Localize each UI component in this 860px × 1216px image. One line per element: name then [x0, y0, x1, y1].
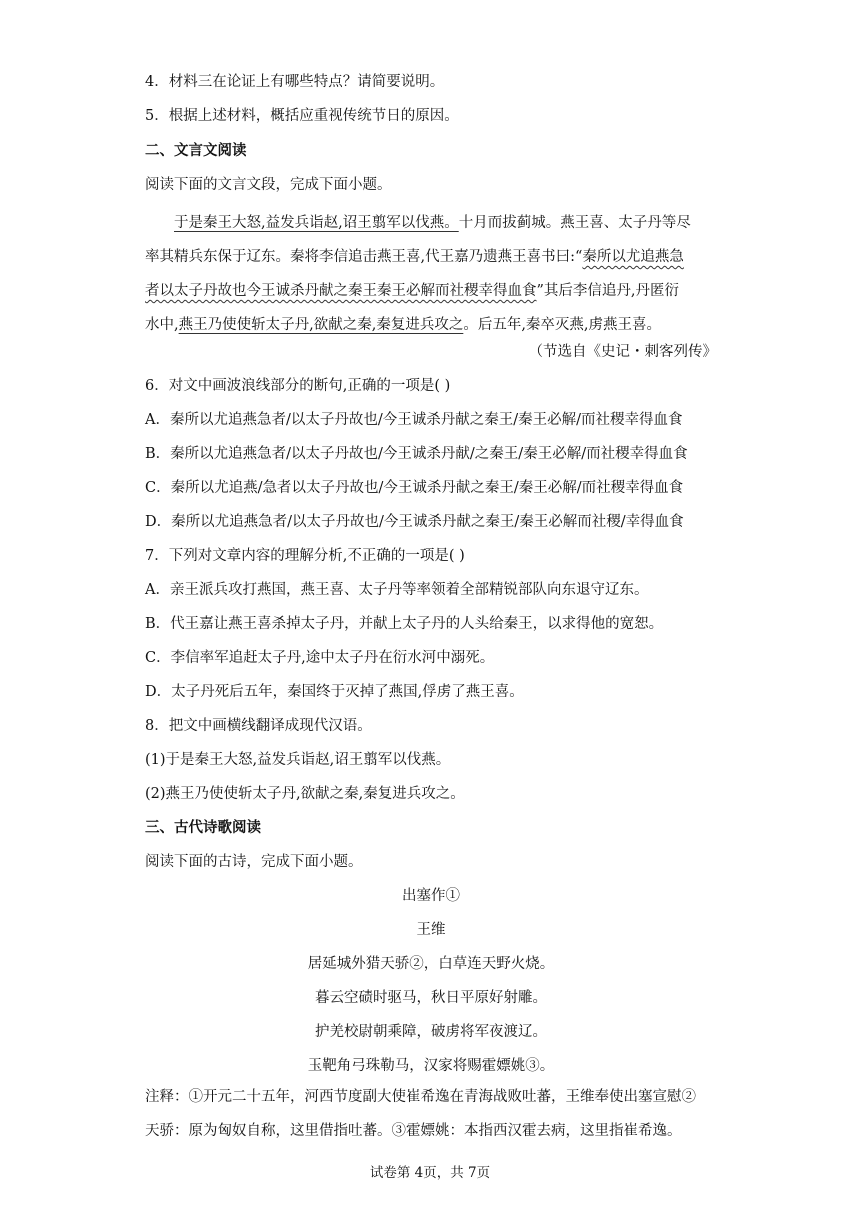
underlined-sentence-1: 于是秦王大怒,益发兵诣赵,诏王翦军以伐燕。 — [174, 215, 459, 231]
poem-author: 王维 — [416, 922, 446, 938]
poem-notes-line-2: 天骄：原为匈奴自称，这里借指吐蕃。③霍嫖姚：本指西汉霍去病，这里指崔希逸。 — [145, 1123, 682, 1139]
section-2-heading: 二、文言文阅读 — [145, 143, 247, 159]
classical-passage — [145, 206, 717, 342]
question-8-sentence-1: (1)于是秦王大怒,益发兵诣赵,诏王翦军以伐燕。 — [145, 752, 451, 768]
section-3-intro: 阅读下面的古诗，完成下面小题。 — [145, 854, 363, 870]
question-6-option-a: A．秦所以尤追燕急者/以太子丹故也/今王诚杀丹献之秦王/秦王必解/而社稷幸得血食 — [145, 412, 683, 428]
question-5: 5．根据上述材料，概括应重视传统节日的原因。 — [145, 108, 459, 124]
section-2-intro: 阅读下面的文言文段，完成下面小题。 — [145, 177, 392, 193]
poem-line: 护羌校尉朝乘障，破虏将军夜渡辽。 — [315, 1024, 547, 1040]
question-6-option-d: D．秦所以尤追燕急者/以太子丹故也/今王诚杀丹献之秦王/秦王必解而社稷/幸得血食 — [145, 514, 684, 530]
poem-line: 玉靶角弓珠勒马，汉家将赐霍嫖姚③。 — [307, 1058, 555, 1074]
question-7-option-c: C．李信率军追赶太子丹,途中太子丹在衍水河中溺死。 — [145, 650, 495, 666]
underlined-sentence-2: 燕王乃使使斩太子丹,欲献之秦,秦复进兵攻之 — [178, 317, 464, 333]
question-8-sentence-2: (2)燕王乃使使斩太子丹,欲献之秦,秦复进兵攻之。 — [145, 786, 465, 802]
question-6-option-b: B．秦所以尤追燕急者/以太子丹故也/今王诚杀丹献/之秦王/秦王必解/而社稷幸得血食 — [145, 446, 688, 462]
passage-text: 十月而拔蓟城。燕王喜、太子丹等尽 — [458, 215, 691, 231]
poem-notes-line-1: 注释：①开元二十五年，河西节度副大使崔希逸在青海战败吐蕃，王维奉使出塞宣慰② — [145, 1089, 696, 1105]
passage-source: （节选自《史记・刺客列传》 — [528, 344, 717, 360]
page-footer: 试卷第 4页，共 7页 — [369, 1165, 491, 1181]
question-7-option-d: D．太子丹死后五年，秦国终于灭掉了燕国,俘虏了燕王喜。 — [145, 684, 524, 700]
question-7-option-a: A．亲王派兵攻打燕国，燕王喜、太子丹等率领着全部精锐部队向东退守辽东。 — [145, 582, 649, 598]
passage-text: ”其后李信追丹,丹匿衍 — [536, 283, 680, 299]
question-7-option-b: B．代王嘉让燕王喜杀掉太子丹，并献上太子丹的人头给秦王，以求得他的宽恕。 — [145, 616, 664, 632]
passage-text: 率其精兵东保于辽东。秦将李信追击燕王喜,代王嘉乃遗燕王喜书曰:“ — [145, 249, 583, 265]
section-3-heading: 三、古代诗歌阅读 — [145, 820, 261, 836]
passage-text: 水中, — [145, 317, 179, 333]
wavy-underline-segment: 秦所以尤追燕急 — [582, 249, 684, 265]
question-8-stem: 8．把文中画横线翻译成现代汉语。 — [145, 718, 372, 734]
question-6-stem: 6．对文中画波浪线部分的断句,正确的一项是( ) — [145, 378, 451, 394]
poem-line: 暮云空碛时驱马，秋日平原好射雕。 — [315, 990, 547, 1006]
question-6-option-c: C．秦所以尤追燕/急者以太子丹故也/今王诚杀丹献之秦王/秦王必解/而社稷幸得血食 — [145, 480, 684, 496]
question-7-stem: 7．下列对文章内容的理解分析,不正确的一项是( ) — [145, 548, 465, 564]
question-4: 4．材料三在论证上有哪些特点？请简要说明。 — [145, 74, 445, 90]
poem-title: 出塞作① — [402, 888, 460, 904]
passage-text: 。后五年,秦卒灭燕,虏燕王喜。 — [463, 317, 662, 333]
poem-line: 居延城外猎天骄②，白草连天野火烧。 — [307, 956, 555, 972]
wavy-underline-segment: 者以太子丹故也今王诚杀丹献之秦王秦王必解而社稷幸得血食 — [145, 283, 537, 299]
